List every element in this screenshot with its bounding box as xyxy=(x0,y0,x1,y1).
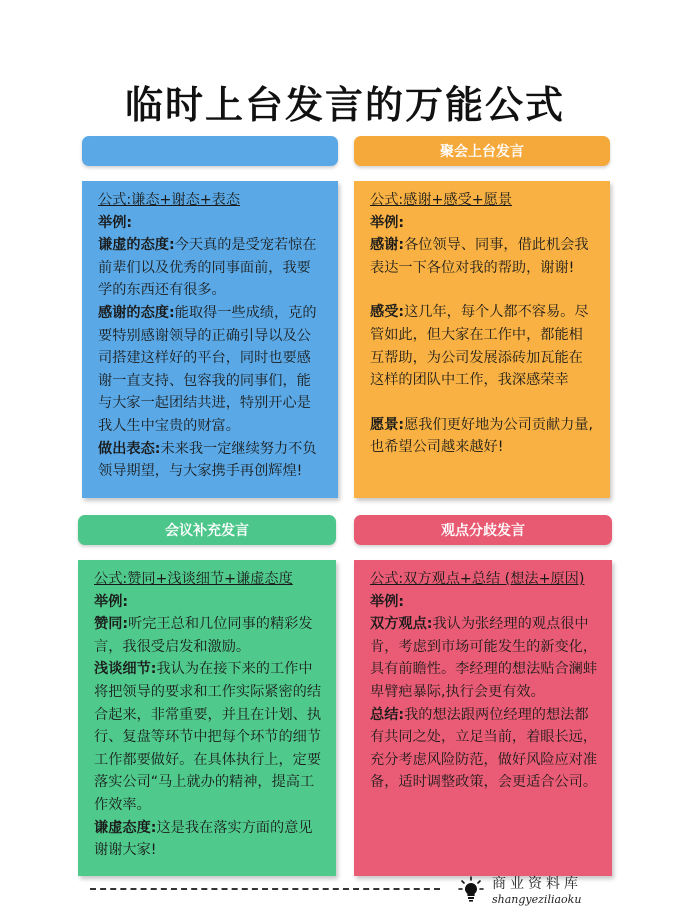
example-item xyxy=(94,658,322,816)
item-label: 感谢: xyxy=(370,237,405,254)
item-label: 浅谈细节: xyxy=(94,661,157,678)
section-card-2 xyxy=(354,181,610,498)
section-header-label: 会议补充发言 xyxy=(165,523,249,539)
section-card-1 xyxy=(82,181,338,498)
item-text: 能取得一些成绩，克的要特别感谢领导的正确引导以及公司搭建这样好的平台，同时也要感谢一直支持、包容我的同事们，能与大家一起团结共进，特别开心是我人生中宝贵的财富。 xyxy=(98,304,317,434)
footer-divider xyxy=(90,888,440,890)
example-item xyxy=(98,302,324,438)
formula-text: 公式:感谢+感受+愿景 xyxy=(370,192,513,208)
section-header-4 xyxy=(354,515,612,545)
example-label: 举例: xyxy=(94,593,129,610)
item-text: 这是我在落实方面的意见谢谢大家! xyxy=(94,819,313,859)
formula-text: 公式:赞同+浅谈细节+谦虚态度 xyxy=(94,571,293,587)
item-label: 谦虚的态度: xyxy=(98,237,175,254)
example-item xyxy=(370,613,598,703)
item-text: 我认为在接下来的工作中将把领导的要求和工作实际紧密的结合起来，非常重要，并且在计划、执行、复盘等环节中把每个环节的细节工作都要做好。在具体执行上，定要落实公司“马上就办的精神，提高工作效率。 xyxy=(94,661,322,813)
example-item xyxy=(98,234,324,302)
item-text: 未来我一定继续努力不负领导期望，与大家携手再创辉煌! xyxy=(98,440,317,480)
example-item xyxy=(98,438,324,483)
section-card-4 xyxy=(354,560,612,876)
page-title: 临时上台发言的万能公式 xyxy=(124,83,565,127)
section-header-2 xyxy=(354,136,610,166)
item-label: 做出表态: xyxy=(98,440,161,457)
item-label: 赞同: xyxy=(94,616,129,633)
formula-text: 公式:谦态+谢态+表态 xyxy=(98,192,241,208)
section-header-label: 聚会上台发言 xyxy=(440,144,524,160)
item-text: 我认为张经理的观点很中肯，考虑到市场可能发生的新变化，具有前瞻性。李经理的想法贴合澜蚌卑臂疤暴际,执行会更有效。 xyxy=(370,616,598,700)
example-item xyxy=(370,234,596,279)
footer-brand: 商业资料库 xyxy=(492,876,582,892)
example-label: 举例: xyxy=(370,214,405,231)
item-label: 谦虚态度: xyxy=(94,819,157,836)
section-card-3 xyxy=(78,560,336,876)
item-text: 听完王总和几位同事的精彩发言，我很受启发和激励。 xyxy=(94,616,313,655)
item-label: 感受: xyxy=(370,304,405,321)
section-header-1 xyxy=(82,136,338,166)
example-label: 举例: xyxy=(370,593,405,610)
formula-text: 公式:双方观点+总结 (想法+原因) xyxy=(370,571,585,587)
spacer xyxy=(370,279,596,301)
item-text: 愿我们更好地为公司贡献力量,也希望公司越来越好! xyxy=(370,416,594,456)
example-label: 举例: xyxy=(98,214,133,231)
item-label: 双方观点: xyxy=(370,616,433,633)
item-text: 各位领导、同事，借此机会我表达一下各位对我的帮助，谢谢! xyxy=(370,237,589,276)
example-item xyxy=(94,613,322,658)
spacer xyxy=(370,392,596,414)
section-header-label: 观点分歧发言 xyxy=(441,523,525,539)
item-text: 今天真的是受宠若惊在前辈们以及优秀的同事面前，我要学的东西还有很多。 xyxy=(98,237,317,299)
item-text: 这几年，每个人都不容易。尽管如此，但大家在工作中，都能相互帮助，为公司发展添砖加瓦能在这样的团队中工作，我深感荣幸 xyxy=(370,304,589,389)
footer-subtitle: shangyeziliaoku xyxy=(492,893,582,906)
item-label: 感谢的态度: xyxy=(98,304,175,321)
item-label: 愿景: xyxy=(370,416,405,433)
example-item xyxy=(94,817,322,862)
example-item xyxy=(370,414,596,459)
example-item xyxy=(370,704,598,794)
section-header-3 xyxy=(78,515,336,545)
item-text: 我的想法跟两位经理的想法都有共同之处，立足当前，着眼长远，充分考虑风险防范，做好风险应对准备，适时调整政策，会更适合公司。 xyxy=(370,706,598,791)
example-item xyxy=(370,301,596,391)
lightbulb-icon xyxy=(458,876,484,902)
item-label: 总结: xyxy=(370,706,405,723)
